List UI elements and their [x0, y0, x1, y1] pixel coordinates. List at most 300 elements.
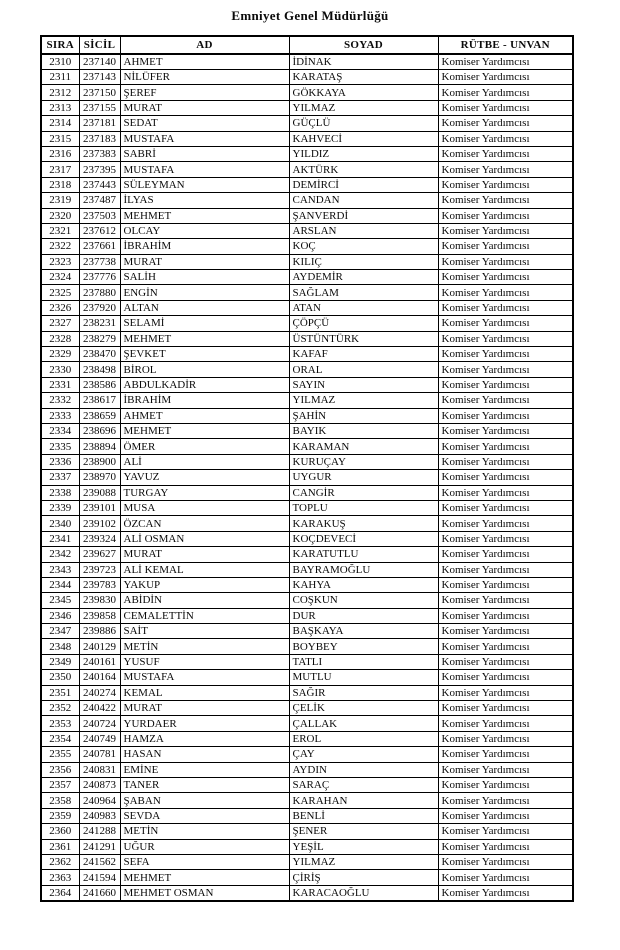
cell-ad: NİLÜFER	[120, 70, 289, 85]
cell-sira: 2319	[41, 193, 79, 208]
cell-sira: 2333	[41, 408, 79, 423]
table-row	[41, 870, 573, 885]
cell-ad: MUSA	[120, 500, 289, 515]
cell-sicil: 239102	[79, 516, 120, 531]
table-row	[41, 439, 573, 454]
cell-rutbe-unvan: Komiser Yardımcısı	[438, 762, 573, 777]
table-row	[41, 377, 573, 392]
cell-sicil: 240274	[79, 685, 120, 700]
table-row	[41, 331, 573, 346]
cell-sicil: 241562	[79, 854, 120, 869]
cell-soyad: YILMAZ	[289, 854, 438, 869]
cell-ad: MUSTAFA	[120, 670, 289, 685]
cell-soyad: YEŞİL	[289, 839, 438, 854]
cell-rutbe-unvan: Komiser Yardımcısı	[438, 531, 573, 546]
table-row	[41, 470, 573, 485]
cell-rutbe-unvan: Komiser Yardımcısı	[438, 439, 573, 454]
table-row	[41, 162, 573, 177]
cell-sicil: 239627	[79, 547, 120, 562]
cell-soyad: ARSLAN	[289, 223, 438, 238]
cell-sira: 2310	[41, 54, 79, 70]
cell-ad: KEMAL	[120, 685, 289, 700]
cell-ad: ALİ KEMAL	[120, 562, 289, 577]
table-row	[41, 116, 573, 131]
cell-sira: 2330	[41, 362, 79, 377]
cell-ad: ŞEVKET	[120, 347, 289, 362]
cell-sicil: 237880	[79, 285, 120, 300]
table-row	[41, 547, 573, 562]
cell-sicil: 238498	[79, 362, 120, 377]
cell-ad: SABRİ	[120, 146, 289, 161]
cell-ad: ŞEREF	[120, 85, 289, 100]
column-header-2: AD	[120, 36, 289, 54]
cell-rutbe-unvan: Komiser Yardımcısı	[438, 639, 573, 654]
cell-sira: 2339	[41, 500, 79, 515]
cell-ad: ABDULKADİR	[120, 377, 289, 392]
cell-ad: İLYAS	[120, 193, 289, 208]
cell-rutbe-unvan: Komiser Yardımcısı	[438, 854, 573, 869]
cell-sicil: 238900	[79, 454, 120, 469]
cell-sicil: 237738	[79, 254, 120, 269]
cell-soyad: BAYIK	[289, 423, 438, 438]
cell-sira: 2322	[41, 239, 79, 254]
cell-sicil: 237383	[79, 146, 120, 161]
table-row	[41, 146, 573, 161]
cell-sira: 2342	[41, 547, 79, 562]
cell-sira: 2337	[41, 470, 79, 485]
cell-soyad: KARATUTLU	[289, 547, 438, 562]
table-row	[41, 670, 573, 685]
cell-rutbe-unvan: Komiser Yardımcısı	[438, 824, 573, 839]
cell-sira: 2316	[41, 146, 79, 161]
cell-sicil: 237661	[79, 239, 120, 254]
cell-sira: 2354	[41, 731, 79, 746]
cell-ad: MUSTAFA	[120, 131, 289, 146]
cell-soyad: KURUÇAY	[289, 454, 438, 469]
cell-sicil: 239101	[79, 500, 120, 515]
cell-rutbe-unvan: Komiser Yardımcısı	[438, 624, 573, 639]
cell-ad: UĞUR	[120, 839, 289, 854]
table-row	[41, 593, 573, 608]
cell-ad: MEHMET	[120, 870, 289, 885]
cell-sicil: 239830	[79, 593, 120, 608]
table-row	[41, 54, 573, 70]
cell-sicil: 237140	[79, 54, 120, 70]
cell-soyad: TATLI	[289, 654, 438, 669]
cell-rutbe-unvan: Komiser Yardımcısı	[438, 285, 573, 300]
cell-ad: EMİNE	[120, 762, 289, 777]
cell-ad: SELAMİ	[120, 316, 289, 331]
cell-ad: HAMZA	[120, 731, 289, 746]
table-row	[41, 485, 573, 500]
cell-rutbe-unvan: Komiser Yardımcısı	[438, 593, 573, 608]
cell-soyad: KARAHAN	[289, 793, 438, 808]
cell-soyad: ŞENER	[289, 824, 438, 839]
cell-soyad: KAFAF	[289, 347, 438, 362]
cell-ad: HASAN	[120, 747, 289, 762]
cell-ad: SALİH	[120, 270, 289, 285]
cell-sira: 2325	[41, 285, 79, 300]
cell-soyad: AYDIN	[289, 762, 438, 777]
cell-soyad: KARATAŞ	[289, 70, 438, 85]
cell-rutbe-unvan: Komiser Yardımcısı	[438, 839, 573, 854]
column-header-4: RÜTBE - UNVAN	[438, 36, 573, 54]
cell-sira: 2335	[41, 439, 79, 454]
table-row	[41, 885, 573, 901]
cell-ad: METİN	[120, 824, 289, 839]
cell-sira: 2353	[41, 716, 79, 731]
cell-soyad: COŞKUN	[289, 593, 438, 608]
cell-sicil: 237150	[79, 85, 120, 100]
cell-soyad: ATAN	[289, 300, 438, 315]
table-row	[41, 423, 573, 438]
cell-sira: 2343	[41, 562, 79, 577]
cell-sira: 2332	[41, 393, 79, 408]
cell-sira: 2358	[41, 793, 79, 808]
cell-sicil: 239783	[79, 577, 120, 592]
cell-ad: SEFA	[120, 854, 289, 869]
table-row	[41, 500, 573, 515]
cell-rutbe-unvan: Komiser Yardımcısı	[438, 747, 573, 762]
cell-rutbe-unvan: Komiser Yardımcısı	[438, 670, 573, 685]
cell-sicil: 240781	[79, 747, 120, 762]
cell-ad: İBRAHİM	[120, 393, 289, 408]
cell-sira: 2355	[41, 747, 79, 762]
cell-rutbe-unvan: Komiser Yardımcısı	[438, 470, 573, 485]
cell-sira: 2349	[41, 654, 79, 669]
cell-rutbe-unvan: Komiser Yardımcısı	[438, 408, 573, 423]
table-row	[41, 285, 573, 300]
cell-sicil: 238659	[79, 408, 120, 423]
cell-soyad: DEMİRCİ	[289, 177, 438, 192]
cell-rutbe-unvan: Komiser Yardımcısı	[438, 146, 573, 161]
cell-sira: 2341	[41, 531, 79, 546]
cell-ad: AHMET	[120, 408, 289, 423]
cell-rutbe-unvan: Komiser Yardımcısı	[438, 731, 573, 746]
cell-soyad: SARAÇ	[289, 777, 438, 792]
cell-sira: 2313	[41, 100, 79, 115]
cell-sicil: 238470	[79, 347, 120, 362]
cell-sira: 2311	[41, 70, 79, 85]
table-row	[41, 316, 573, 331]
table-row	[41, 408, 573, 423]
cell-sicil: 237181	[79, 116, 120, 131]
cell-ad: METİN	[120, 639, 289, 654]
table-row	[41, 639, 573, 654]
cell-ad: ÖZCAN	[120, 516, 289, 531]
cell-ad: SEDAT	[120, 116, 289, 131]
cell-rutbe-unvan: Komiser Yardımcısı	[438, 54, 573, 70]
cell-sira: 2334	[41, 423, 79, 438]
cell-sicil: 239858	[79, 608, 120, 623]
cell-ad: ALTAN	[120, 300, 289, 315]
cell-soyad: ÜSTÜNTÜRK	[289, 331, 438, 346]
cell-ad: SÜLEYMAN	[120, 177, 289, 192]
cell-sira: 2328	[41, 331, 79, 346]
cell-sicil: 237395	[79, 162, 120, 177]
cell-rutbe-unvan: Komiser Yardımcısı	[438, 162, 573, 177]
cell-sicil: 237443	[79, 177, 120, 192]
table-header	[41, 36, 573, 54]
cell-sicil: 238617	[79, 393, 120, 408]
cell-soyad: KARAMAN	[289, 439, 438, 454]
cell-ad: İBRAHİM	[120, 239, 289, 254]
cell-sicil: 241288	[79, 824, 120, 839]
table-row	[41, 239, 573, 254]
table-row	[41, 762, 573, 777]
cell-ad: MURAT	[120, 701, 289, 716]
cell-soyad: DUR	[289, 608, 438, 623]
cell-sira: 2317	[41, 162, 79, 177]
cell-sicil: 238231	[79, 316, 120, 331]
cell-sicil: 241291	[79, 839, 120, 854]
cell-sicil: 240831	[79, 762, 120, 777]
cell-sicil: 240724	[79, 716, 120, 731]
cell-ad: AHMET	[120, 54, 289, 70]
cell-rutbe-unvan: Komiser Yardımcısı	[438, 362, 573, 377]
cell-ad: MURAT	[120, 100, 289, 115]
table-row	[41, 854, 573, 869]
cell-sira: 2348	[41, 639, 79, 654]
table-row	[41, 254, 573, 269]
cell-sicil: 237487	[79, 193, 120, 208]
table-row	[41, 731, 573, 746]
cell-sira: 2331	[41, 377, 79, 392]
cell-rutbe-unvan: Komiser Yardımcısı	[438, 654, 573, 669]
cell-sira: 2329	[41, 347, 79, 362]
cell-sira: 2345	[41, 593, 79, 608]
table-row	[41, 562, 573, 577]
cell-sicil: 237503	[79, 208, 120, 223]
cell-rutbe-unvan: Komiser Yardımcısı	[438, 777, 573, 792]
table-row	[41, 193, 573, 208]
cell-sira: 2346	[41, 608, 79, 623]
cell-ad: BİROL	[120, 362, 289, 377]
cell-rutbe-unvan: Komiser Yardımcısı	[438, 347, 573, 362]
cell-sira: 2344	[41, 577, 79, 592]
cell-soyad: GÜÇLÜ	[289, 116, 438, 131]
cell-sicil: 237776	[79, 270, 120, 285]
cell-rutbe-unvan: Komiser Yardımcısı	[438, 316, 573, 331]
cell-soyad: ÇAY	[289, 747, 438, 762]
cell-sira: 2315	[41, 131, 79, 146]
table-row	[41, 85, 573, 100]
cell-soyad: YILDIZ	[289, 146, 438, 161]
cell-ad: MEHMET OSMAN	[120, 885, 289, 901]
cell-rutbe-unvan: Komiser Yardımcısı	[438, 423, 573, 438]
cell-sicil: 238970	[79, 470, 120, 485]
cell-soyad: ÇELİK	[289, 701, 438, 716]
cell-rutbe-unvan: Komiser Yardımcısı	[438, 239, 573, 254]
table-row	[41, 624, 573, 639]
cell-soyad: KARACAOĞLU	[289, 885, 438, 901]
table-row	[41, 516, 573, 531]
cell-ad: TURGAY	[120, 485, 289, 500]
cell-ad: MEHMET	[120, 208, 289, 223]
cell-ad: ENGİN	[120, 285, 289, 300]
table-row	[41, 747, 573, 762]
cell-soyad: TOPLU	[289, 500, 438, 515]
cell-soyad: ÇİRİŞ	[289, 870, 438, 885]
table-row	[41, 177, 573, 192]
table-row	[41, 223, 573, 238]
cell-ad: MUSTAFA	[120, 162, 289, 177]
cell-sira: 2340	[41, 516, 79, 531]
cell-sicil: 240422	[79, 701, 120, 716]
table-row	[41, 300, 573, 315]
table-row	[41, 824, 573, 839]
cell-rutbe-unvan: Komiser Yardımcısı	[438, 254, 573, 269]
header-row	[41, 36, 573, 54]
cell-soyad: YILMAZ	[289, 393, 438, 408]
cell-sicil: 240161	[79, 654, 120, 669]
cell-sicil: 240983	[79, 808, 120, 823]
cell-ad: YUSUF	[120, 654, 289, 669]
cell-soyad: ORAL	[289, 362, 438, 377]
table-row	[41, 362, 573, 377]
cell-rutbe-unvan: Komiser Yardımcısı	[438, 562, 573, 577]
cell-sira: 2312	[41, 85, 79, 100]
cell-ad: MEHMET	[120, 331, 289, 346]
cell-soyad: CANGİR	[289, 485, 438, 500]
table-row	[41, 208, 573, 223]
table-row	[41, 100, 573, 115]
cell-soyad: CANDAN	[289, 193, 438, 208]
cell-sicil: 237155	[79, 100, 120, 115]
column-header-0: SIRA	[41, 36, 79, 54]
cell-sicil: 237143	[79, 70, 120, 85]
table-row	[41, 393, 573, 408]
cell-soyad: KOÇ	[289, 239, 438, 254]
table-row	[41, 716, 573, 731]
cell-soyad: AKTÜRK	[289, 162, 438, 177]
cell-sira: 2357	[41, 777, 79, 792]
cell-rutbe-unvan: Komiser Yardımcısı	[438, 70, 573, 85]
cell-sicil: 238279	[79, 331, 120, 346]
cell-sicil: 240873	[79, 777, 120, 792]
cell-sicil: 238696	[79, 423, 120, 438]
cell-sira: 2352	[41, 701, 79, 716]
cell-soyad: KOÇDEVECİ	[289, 531, 438, 546]
cell-soyad: SAĞLAM	[289, 285, 438, 300]
cell-soyad: KARAKUŞ	[289, 516, 438, 531]
cell-sicil: 241660	[79, 885, 120, 901]
cell-soyad: SAĞIR	[289, 685, 438, 700]
cell-rutbe-unvan: Komiser Yardımcısı	[438, 193, 573, 208]
cell-sira: 2350	[41, 670, 79, 685]
cell-ad: SEVDA	[120, 808, 289, 823]
cell-soyad: ŞAHİN	[289, 408, 438, 423]
cell-rutbe-unvan: Komiser Yardımcısı	[438, 208, 573, 223]
cell-soyad: BAYRAMOĞLU	[289, 562, 438, 577]
cell-sira: 2327	[41, 316, 79, 331]
cell-sicil: 237183	[79, 131, 120, 146]
cell-sira: 2336	[41, 454, 79, 469]
cell-rutbe-unvan: Komiser Yardımcısı	[438, 131, 573, 146]
cell-ad: ŞABAN	[120, 793, 289, 808]
table-row	[41, 347, 573, 362]
cell-sira: 2324	[41, 270, 79, 285]
cell-ad: ALİ OSMAN	[120, 531, 289, 546]
cell-rutbe-unvan: Komiser Yardımcısı	[438, 716, 573, 731]
cell-sicil: 238894	[79, 439, 120, 454]
cell-sira: 2360	[41, 824, 79, 839]
cell-sira: 2318	[41, 177, 79, 192]
cell-soyad: KAHYA	[289, 577, 438, 592]
table-row	[41, 70, 573, 85]
cell-sicil: 237920	[79, 300, 120, 315]
cell-rutbe-unvan: Komiser Yardımcısı	[438, 808, 573, 823]
cell-rutbe-unvan: Komiser Yardımcısı	[438, 100, 573, 115]
cell-sira: 2347	[41, 624, 79, 639]
page-title: Emniyet Genel Müdürlüğü	[231, 8, 389, 23]
table-row	[41, 839, 573, 854]
cell-rutbe-unvan: Komiser Yardımcısı	[438, 608, 573, 623]
cell-soyad: BOYBEY	[289, 639, 438, 654]
table-row	[41, 777, 573, 792]
cell-rutbe-unvan: Komiser Yardımcısı	[438, 377, 573, 392]
cell-soyad: BENLİ	[289, 808, 438, 823]
cell-soyad: MUTLU	[289, 670, 438, 685]
cell-soyad: İDİNAK	[289, 54, 438, 70]
cell-ad: CEMALETTİN	[120, 608, 289, 623]
cell-sicil: 239723	[79, 562, 120, 577]
table-row	[41, 793, 573, 808]
cell-rutbe-unvan: Komiser Yardımcısı	[438, 516, 573, 531]
cell-soyad: KILIÇ	[289, 254, 438, 269]
cell-rutbe-unvan: Komiser Yardımcısı	[438, 547, 573, 562]
table-row	[41, 577, 573, 592]
table-row	[41, 270, 573, 285]
cell-sicil: 239088	[79, 485, 120, 500]
cell-sicil: 240964	[79, 793, 120, 808]
table-row	[41, 654, 573, 669]
table-row	[41, 608, 573, 623]
cell-ad: TANER	[120, 777, 289, 792]
cell-ad: YURDAER	[120, 716, 289, 731]
cell-rutbe-unvan: Komiser Yardımcısı	[438, 393, 573, 408]
cell-sira: 2363	[41, 870, 79, 885]
cell-sira: 2359	[41, 808, 79, 823]
table-row	[41, 131, 573, 146]
cell-rutbe-unvan: Komiser Yardımcısı	[438, 454, 573, 469]
cell-soyad: BAŞKAYA	[289, 624, 438, 639]
cell-soyad: ŞANVERDİ	[289, 208, 438, 223]
cell-sira: 2314	[41, 116, 79, 131]
cell-rutbe-unvan: Komiser Yardımcısı	[438, 300, 573, 315]
cell-ad: SAİT	[120, 624, 289, 639]
cell-ad: ALİ	[120, 454, 289, 469]
cell-sicil: 239324	[79, 531, 120, 546]
cell-soyad: KAHVECİ	[289, 131, 438, 146]
cell-sicil: 240164	[79, 670, 120, 685]
cell-soyad: UYGUR	[289, 470, 438, 485]
cell-sira: 2338	[41, 485, 79, 500]
cell-sicil: 240129	[79, 639, 120, 654]
cell-rutbe-unvan: Komiser Yardımcısı	[438, 793, 573, 808]
cell-sicil: 239886	[79, 624, 120, 639]
cell-rutbe-unvan: Komiser Yardımcısı	[438, 177, 573, 192]
cell-ad: MURAT	[120, 254, 289, 269]
table-row	[41, 531, 573, 546]
cell-sira: 2364	[41, 885, 79, 901]
cell-sira: 2351	[41, 685, 79, 700]
table-row	[41, 454, 573, 469]
personnel-table	[40, 35, 574, 902]
cell-rutbe-unvan: Komiser Yardımcısı	[438, 116, 573, 131]
cell-ad: OLCAY	[120, 223, 289, 238]
cell-sira: 2323	[41, 254, 79, 269]
